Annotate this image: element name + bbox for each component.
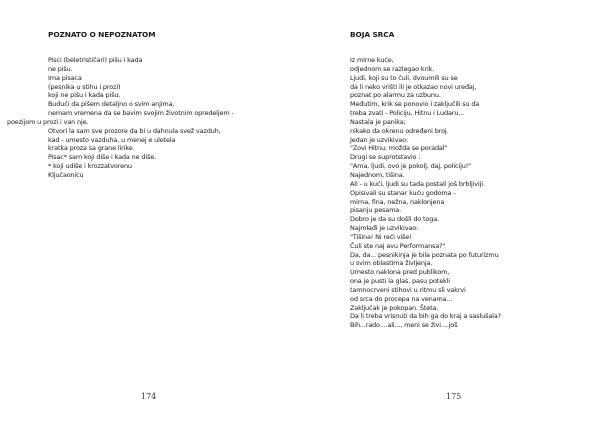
poem-line: pisanju pesama.	[350, 206, 402, 215]
poem-line: ne pišu.	[48, 64, 73, 73]
poem-line: treba zvati - Policiju, Hitnu i Ludaru...	[350, 109, 465, 118]
left-page-body	[0, 56, 300, 180]
poem-line: "Zovi Hitnu, možda se poradal"	[350, 144, 448, 153]
poem-line: Nastala je panika;	[350, 117, 406, 126]
poem-line: Ljudi, koji su to čuli, dvoumili su se	[350, 73, 458, 82]
poem-line: u svim oblastima življenja.	[350, 259, 433, 268]
poem-line: Umesto naklona pred publikom,	[350, 268, 450, 277]
poem-line: Ali - u kući, ljudi su tada postali još brbljiviji.	[350, 179, 485, 188]
right-page	[300, 0, 600, 428]
poem-line: poezijom u prozi i van nje.	[7, 117, 89, 126]
poem-line: nikako da okrenu određeni broj.	[350, 126, 449, 135]
poem-line: Dobro je da su došli do toga.	[350, 215, 439, 224]
left-page-title: POZNATO O NEPOZNATOM	[48, 30, 156, 39]
right-page-body	[350, 56, 600, 330]
poem-line: mirna, fina, nežna, naklonjena	[350, 197, 445, 206]
poem-line: Budući da pišem detaljno o svim anjima,	[48, 100, 175, 109]
poem-line: * koji udiše i krozzatvorenu	[48, 162, 132, 171]
poem-line: Opisivali su stanar kuću godoma -	[350, 188, 456, 197]
poem-line: "Tišina! Ni reči više!	[350, 232, 412, 241]
poem-line: od srca do procepa na venama...	[350, 294, 453, 303]
poem-line: Pisac* sam koji diše i kada ne diše.	[48, 153, 157, 162]
poem-line: Iz mirne kuće,	[350, 56, 394, 64]
poem-line: odjednom se razlegao krik.	[350, 64, 435, 73]
poem-line: Najednom, tišina.	[350, 170, 405, 179]
poem-line: ona je pusti la glas, pasu potekli	[350, 277, 450, 286]
poem-line: Jedan je uzvikivao:	[350, 135, 408, 144]
poem-line: Pisci (beletrističari) pišu i kada	[48, 56, 143, 64]
poem-line: Da, da... pesnikinja je bila poznata po futurizmu	[350, 250, 499, 259]
poem-line: "Ama, ljudi, ovo je pokolj, daj, policiju!"	[350, 162, 471, 171]
poem-line: Najmlađi je uzvikivao:	[350, 224, 419, 233]
poem-line: Da li treba vrisnuti da bih ga do kraj a saslušala?	[350, 312, 501, 321]
poem-line: kratka proza sa grane lirike.	[48, 144, 135, 153]
poem-line: da li neko vrišti ili je otkazao novi uređaj,	[350, 82, 477, 91]
poem-line: poznat po alarmu za uzbunu.	[350, 91, 441, 100]
poem-line: Čuli ste naj avu Performansa?"	[350, 241, 446, 250]
poem-line: Drugi se suprotstavio :	[350, 153, 421, 162]
left-page-number: 174	[141, 392, 157, 401]
poem-line: (pesnika u stihu i prozi)	[48, 82, 121, 91]
poem-line: nemam vremena da se bavim svojim životnim opredeljem -	[48, 109, 234, 118]
poem-line: tamnocrveni stihovi u ritmu sli vakrvi	[350, 285, 466, 294]
poem-line: Zaključak je pokopan. Šteta.	[350, 303, 439, 312]
right-page-number: 175	[446, 392, 462, 401]
poem-line: Bih...rado....ali..., meni se živi....još	[350, 321, 458, 330]
poem-line: Međutim, krik se ponovio i zaključili su da	[350, 100, 480, 109]
poem-line: koji ne pišu i kada pišu.	[48, 91, 121, 100]
poem-line: Otvori la sam sve prozore da bi u dahnula svež vazduh,	[48, 126, 221, 135]
poem-line: Ima pisaca	[48, 73, 82, 82]
poem-line: Ključaonicu	[48, 170, 84, 179]
poem-line: kad - umesto vazduha, u menej e uletela	[48, 135, 176, 144]
right-page-title: BOJA SRCA	[350, 30, 395, 39]
